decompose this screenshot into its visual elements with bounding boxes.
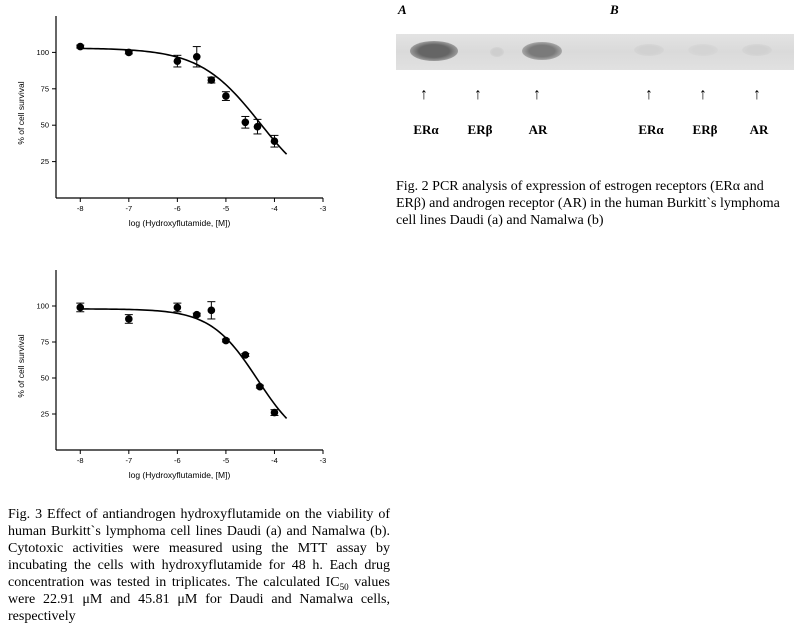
gel-band-lane-6 — [742, 44, 772, 56]
data-point — [125, 49, 133, 57]
y-tick-label: 50 — [40, 373, 49, 383]
y-tick-label: 25 — [40, 157, 49, 167]
x-tick-label: -8 — [76, 456, 84, 465]
data-point — [242, 351, 250, 359]
x-tick-label: -6 — [174, 456, 181, 465]
x-tick-label: -6 — [174, 204, 181, 213]
data-point — [254, 123, 262, 131]
fit-curve — [80, 309, 286, 418]
x-tick-label: -7 — [125, 204, 133, 213]
lane-label: AR — [749, 122, 769, 137]
y-axis-label: % of cell survival — [16, 81, 26, 145]
panel-b-label: B — [610, 2, 619, 17]
survival-chart-namalwa — [0, 260, 340, 482]
lane-label: ERα — [638, 122, 664, 137]
lane-label: ERα — [413, 122, 439, 137]
data-point — [256, 383, 264, 391]
caption-subscript: 50 — [339, 581, 349, 592]
y-tick-label: 50 — [40, 120, 49, 130]
arrow-icon: ↑ — [753, 86, 761, 103]
lane-label: ERβ — [692, 122, 718, 137]
arrow-icon: ↑ — [474, 86, 482, 103]
x-tick-label: -8 — [76, 204, 84, 213]
data-point — [174, 304, 182, 312]
x-tick-label: -5 — [222, 204, 230, 213]
arrow-icon: ↑ — [699, 86, 707, 103]
x-tick-label: -3 — [319, 456, 327, 465]
x-axis-label: log (Hydroxyflutamide, [M]) — [128, 218, 231, 228]
data-point — [125, 315, 133, 323]
gel-strip — [396, 34, 794, 70]
gel-band-lane-2 — [490, 47, 504, 57]
arrow-icon: ↑ — [420, 86, 428, 103]
x-axis-label: log (Hydroxyflutamide, [M]) — [128, 470, 231, 480]
lane-label: ERβ — [467, 122, 493, 137]
y-tick-label: 100 — [36, 47, 49, 57]
caption-text-part: values were 22.91 μM and 45.81 μM for Daudi and Namalwa cells, respectively — [8, 575, 390, 624]
gel-band-lane-5 — [688, 44, 718, 56]
y-axis-label: % of cell survival — [16, 334, 26, 398]
data-point — [242, 118, 250, 126]
data-point — [76, 304, 84, 312]
lane-label: AR — [528, 122, 548, 137]
data-point — [193, 311, 201, 319]
figure-2-caption: Fig. 2 PCR analysis of expression of estrogen receptors (ERα and ERβ) and androgen receptor (AR) in the human Burkitt`s lymphoma cell lines Daudi (a) and Namalwa (b) — [396, 179, 780, 228]
y-tick-label: 75 — [40, 337, 49, 347]
x-tick-label: -3 — [319, 204, 327, 213]
y-tick-label: 100 — [36, 301, 49, 311]
survival-chart-daudi — [0, 0, 340, 230]
gel-band-lane-4 — [634, 44, 664, 56]
pcr-gel-figure — [390, 0, 795, 150]
arrow-icon: ↑ — [533, 86, 541, 103]
gel-band-lane-3 — [522, 42, 562, 60]
arrow-icon: ↑ — [645, 86, 653, 103]
data-point — [271, 137, 279, 145]
x-tick-label: -5 — [222, 456, 230, 465]
panel-a-label: A — [398, 2, 407, 17]
data-point — [271, 409, 279, 417]
fit-curve — [80, 48, 286, 154]
data-point — [174, 57, 182, 65]
data-point — [76, 43, 84, 51]
data-point — [208, 307, 216, 315]
data-point — [193, 53, 201, 61]
data-point — [222, 337, 230, 345]
x-tick-label: -7 — [125, 456, 133, 465]
x-tick-label: -4 — [271, 204, 278, 213]
data-point — [208, 76, 216, 84]
data-point — [222, 92, 230, 100]
caption-text-part: Fig. 3 Effect of antiandrogen hydroxyflutamide on the viability of human Burkitt`s lymphoma cell lines Daudi (a) and Namalwa (b). Cytotoxic activities were measured using the MTT assay by incubating the cells with hydroxyflutamide for 48 h. Each drug concentration was tested in triplicates. The calculated IC — [8, 507, 390, 590]
x-tick-label: -4 — [271, 456, 278, 465]
figure-3-caption — [8, 506, 390, 625]
gel-band-lane-1 — [410, 41, 458, 61]
y-tick-label: 75 — [40, 84, 49, 94]
y-tick-label: 25 — [40, 409, 49, 419]
